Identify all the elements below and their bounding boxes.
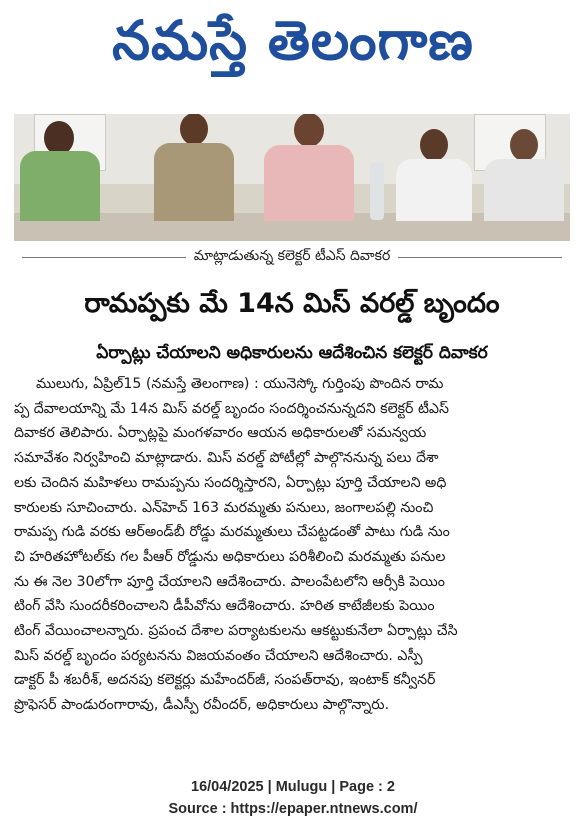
source-link[interactable]: Source : https://epaper.ntnews.com/ [168,801,418,817]
article-line: మిస్ వరల్డ్ బృందం పర్యటనను విజయవంతం చేయాలని ఆదేశించారు. ఎస్పీ [14,647,423,664]
article-line: డాక్టర్ పీ శబరీశ్, అదనపు కలెక్టర్లు మహేందర్‌జీ, సంపత్‌రావు, ఇంటాక్ కన్వీనర్ [14,672,436,689]
footer [0,776,586,820]
photo-caption: మాట్లాడుతున్న కలెక్టర్ టీఎస్ దివాకర [193,247,391,264]
article-line: లకు చెందిన మహిళలు రామప్పను సందర్శిస్తారని, ఏర్పాట్లు పూర్తి చేయాలని అధి [14,474,447,491]
article-body [14,372,564,718]
article-line: చి హరితహోటల్‌కు గల పీఆర్ రోడ్డును అధికారులు పరిశీలించి మరమ్మతు పనుల [14,548,446,565]
masthead-title: నమస్తే తెలంగాణ [112,9,474,72]
article-line: ప్ప దేవాలయాన్ని మే 14న మిస్ వరల్డ్ బృందం సందర్శించనున్నదని కలెక్టర్ టీఎస్ [14,400,449,417]
article-line: టింగ్ వేసి సుందరీకరించాలని డీపీవోను ఆదేశించారు. హరిత కాటేజీలకు పెయిం [14,598,435,615]
article-line: ములుగు, ఏప్రిల్15 (నమస్తే తెలంగాణ) : యునెస్కో గుర్తింపు పొందిన రామ [36,376,444,392]
article-line: దివాకర తెలిపారు. ఏర్పాట్లపై మంగళవారం ఆయన అధికారులతో సమన్వయ [14,425,427,442]
photo-caption-bar [14,242,570,272]
subheadline: ఏర్పాట్లు చేయాలని అధికారులను ఆదేశించిన కలెక్టర్ దివాకర [96,343,488,363]
headline: రామప్పకు మే 14న మిస్ వరల్డ్ బృందం [84,288,500,319]
article-line: సమావేశం నిర్వహించి మాట్లాడారు. మిస్ వరల్డ్ పోటీల్లో పాల్గొననున్న పలు దేశా [14,450,439,467]
news-photo [14,114,570,241]
article-line: ను ఈ నెల 30లోగా పూర్తి చేయాలని ఆదేశించారు. పాలంపేటలోని ఆర్సీకి పెయిం [14,573,445,590]
masthead [0,0,586,95]
article-line: కారులకు సూచించారు. ఎన్‌హెచ్ 163 మరమ్మతు పనులు, జంగాలపల్లి నుంచి [14,499,434,516]
article-line: ప్రొఫెసర్ పాండురంగారావు, డీఎస్పీ రవీందర్, అధికారులు పాల్గొన్నారు. [14,697,390,714]
dateline: 16/04/2025 | Mulugu | Page : 2 [191,779,395,795]
article-line: టింగ్ వేయించాలన్నారు. ప్రపంచ దేశాల పర్యాటకులను ఆకట్టుకునేలా ఏర్పాట్లు చేసి [14,623,458,640]
article-line: రామప్ప గుడి వరకు ఆర్అండ్‌బీ రోడ్డు మరమ్మతులు చేపట్టడంతో పాటు గుడి నుం [14,524,450,541]
